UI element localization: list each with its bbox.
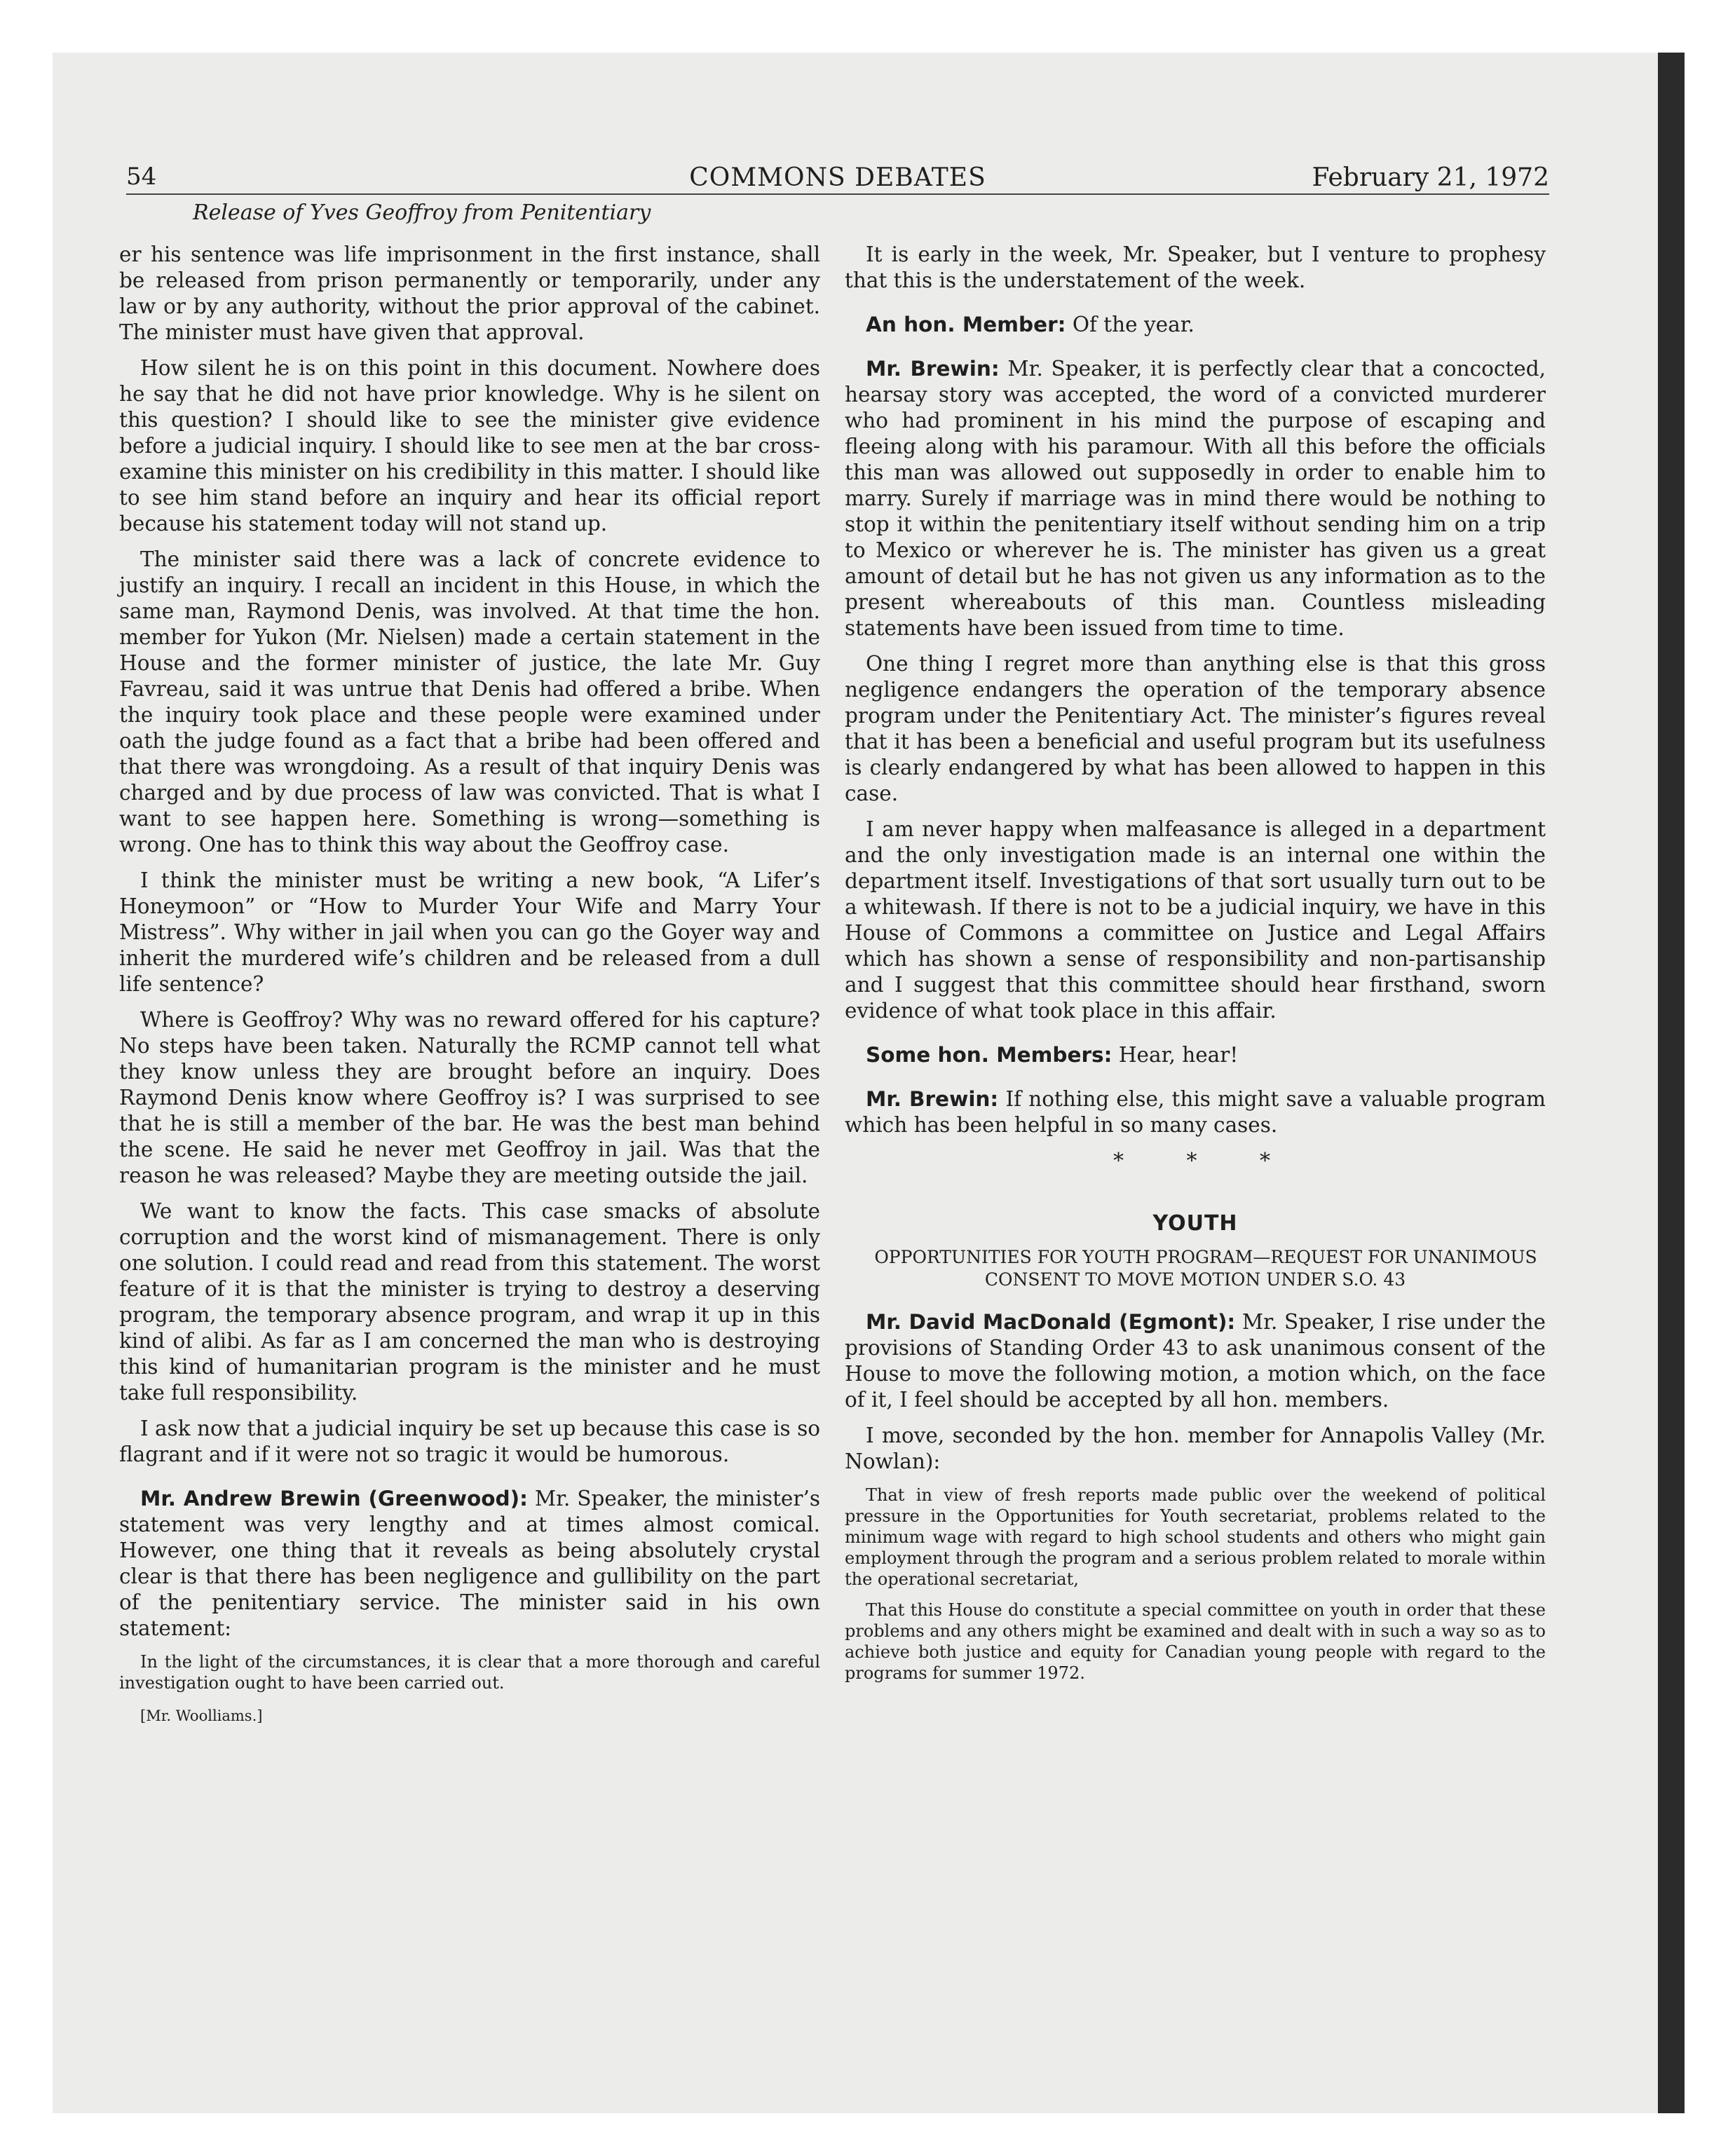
speech-text: Mr. Speaker, the minister’s statement was very lengthy and at times almost comical. However, one thing that it reveals as being absolutely crystal clear is that there has been negligence and gullibility on the part of the penitentiary service. The minister said in his own statement: xyxy=(119,1487,820,1640)
speech-text: Mr. Speaker, it is perfectly clear that a concocted, hearsay story was accepted, the word of a convicted murderer who had prominent in his mind the purpose of escaping and fleeing along with his paramour. With all this before the officials this man was allowed out supposedly in order to enable him to marry. Surely if marriage was in mind there would be nothing to stop it within the penitentiary itself without sending him on a trip to Mexico or wherever he is. The minister has given us a great amount of detail but he has not given us any information as to the present whereabouts of this man. Countless misleading statements have been issued from time to time. xyxy=(845,357,1546,640)
paragraph: er his sentence was life imprisonment in the first instance, shall be released from prison permanently or temporarily, under any law or by any authority, without the prior approval of the cabinet. The minister must have given that approval. xyxy=(119,243,820,344)
scan-edge-shadow xyxy=(1658,53,1685,2113)
speaker-attribution: [Mr. Woolliams.] xyxy=(140,1707,263,1724)
speech-text: If nothing else, this might save a valuable program which has been helpful in so many cases. xyxy=(845,1087,1546,1137)
speech-paragraph xyxy=(845,1042,1546,1068)
speaker-name: Mr. Brewin: xyxy=(866,357,1000,381)
motion-text: That this House do constitute a special committee on youth in order that these problems and any others might be examined and dealt with in such a way so as to achieve both justice and equity for Canadian young people with regard to the programs for summer 1972. xyxy=(845,1600,1546,1683)
paragraph: I am never happy when malfeasance is alleged in a department and the only investigation made is an internal one within the department itself. Investigations of that sort usually turn out to be a whitewash. If there is not to be a judicial inquiry, we have in this House of Commons a committee on Justice and Legal Affairs which has shown a sense of responsibility and non-partisanship and I suggest that this committee should hear firsthand, sworn evidence of what took place in this affair. xyxy=(845,817,1546,1023)
paragraph: The minister said there was a lack of concrete evidence to justify an inquiry. I recall an incident in this House, in which the same man, Raymond Denis, was involved. At that time the hon. member for Yukon (Mr. Nielsen) made a certain statement in the House and the former minister of justice, the late Mr. Guy Favreau, said it was untrue that Denis had offered a bribe. When the inquiry took place and these people were examined under oath the judge found as a fact that a bribe had been offered and that there was wrongdoing. As a result of that inquiry Denis was charged and by due process of law was convicted. That is what I want to see happen here. Something is wrong—something is wrong. One has to think this way about the Geoffroy case. xyxy=(119,547,820,857)
speech-text: Hear, hear! xyxy=(1118,1043,1239,1067)
speech-paragraph xyxy=(119,1486,820,1642)
speaker-name: Mr. Andrew Brewin (Greenwood): xyxy=(140,1487,528,1510)
subject-heading: Release of Yves Geoffroy from Penitentiary xyxy=(193,200,651,225)
paragraph: It is early in the week, Mr. Speaker, but I venture to prophesy that this is the understatement of the week. xyxy=(845,243,1546,292)
publication-date: February 21, 1972 xyxy=(1312,163,1549,192)
left-column xyxy=(119,242,820,1739)
speech-paragraph xyxy=(845,1309,1546,1413)
paragraph: One thing I regret more than anything else is that this gross negligence endangers the operation of the temporary absence program under the Penitentiary Act. The minister’s figures reveal that it has been a beneficial and useful program but its usefulness is clearly endangered by what has been allowed to happen in this case. xyxy=(845,652,1546,805)
speech-text: Mr. Speaker, I rise under the provisions of Standing Order 43 to ask unanimous consent of the House to move the following motion, a motion which, on the face of it, I feel should be accepted by all hon. members. xyxy=(845,1310,1546,1412)
speech-paragraph xyxy=(845,312,1546,338)
speaker-name: Mr. Brewin: xyxy=(866,1087,999,1111)
motion-text: That in view of fresh reports made public over the weekend of political pressure in the Opportunities for Youth secretariat, problems related to the minimum wage with regard to high school students and others who might gain employment through the program and a serious problem related to morale within the operational secretariat, xyxy=(845,1485,1546,1589)
speaker-name: An hon. Member: xyxy=(866,313,1066,336)
section-title: YOUTH xyxy=(1152,1211,1238,1236)
paragraph: How silent he is on this point in this document. Nowhere does he say that he did not have prior knowledge. Why is he silent on this question? I should like to see the minister give evidence before a judicial inquiry. I should like to see men at the bar cross-examine this minister on his credibility in this matter. I should like to see him stand before an inquiry and hear its official report because his statement today will not stand up. xyxy=(119,356,820,535)
section-separator: * * * xyxy=(1113,1149,1299,1173)
speaker-name: Mr. David MacDonald (Egmont): xyxy=(866,1310,1236,1334)
publication-title: COMMONS DEBATES xyxy=(689,163,986,192)
section-subtitle: OPPORTUNITIES FOR YOUTH PROGRAM—REQUEST FOR UNANIMOUS CONSENT TO MOVE MOTION UNDER S.O. 43 xyxy=(874,1247,1537,1290)
paragraph: Where is Geoffroy? Why was no reward offered for his capture? No steps have been taken. Naturally the RCMP cannot tell what they know unless they are brought before an inquiry. Does Raymond Denis know where Geoffroy is? I was surprised to see that he is still a member of the bar. He was the best man behind the scene. He said he never met Geoffroy in jail. Was that the reason he was released? Maybe they are meeting outside the jail. xyxy=(119,1008,820,1187)
paragraph: I move, seconded by the hon. member for Annapolis Valley (Mr. Nowlan): xyxy=(845,1424,1546,1473)
paragraph: I think the minister must be writing a new book, “A Lifer’s Honeymoon” or “How to Murder Your Wife and Marry Your Mistress”. Why wither in jail when you can go the Goyer way and inherit the murdered wife’s children and be released from a dull life sentence? xyxy=(119,868,820,996)
page-number: 54 xyxy=(126,163,157,191)
paragraph: We want to know the facts. This case smacks of absolute corruption and the worst kind of mismanagement. There is only one solution. I could read and read from this statement. The worst feature of it is that the minister is trying to destroy a deserving program, the temporary absence program, and wrap it up in this kind of alibi. As far as I am concerned the man who is destroying this kind of humanitarian program is the minister and he must take full responsibility. xyxy=(119,1199,820,1405)
speech-paragraph xyxy=(845,356,1546,641)
speaker-name: Some hon. Members: xyxy=(866,1043,1113,1067)
right-column xyxy=(845,242,1546,1693)
quoted-passage: In the light of the circumstances, it is clear that a more thorough and careful investigation ought to have been carried out. xyxy=(119,1652,820,1693)
speech-paragraph xyxy=(845,1086,1546,1138)
speech-text: Of the year. xyxy=(1072,313,1195,336)
page-header xyxy=(126,156,1549,195)
paragraph: I ask now that a judicial inquiry be set up because this case is so flagrant and if it were not so tragic it would be humorous. xyxy=(119,1417,820,1466)
